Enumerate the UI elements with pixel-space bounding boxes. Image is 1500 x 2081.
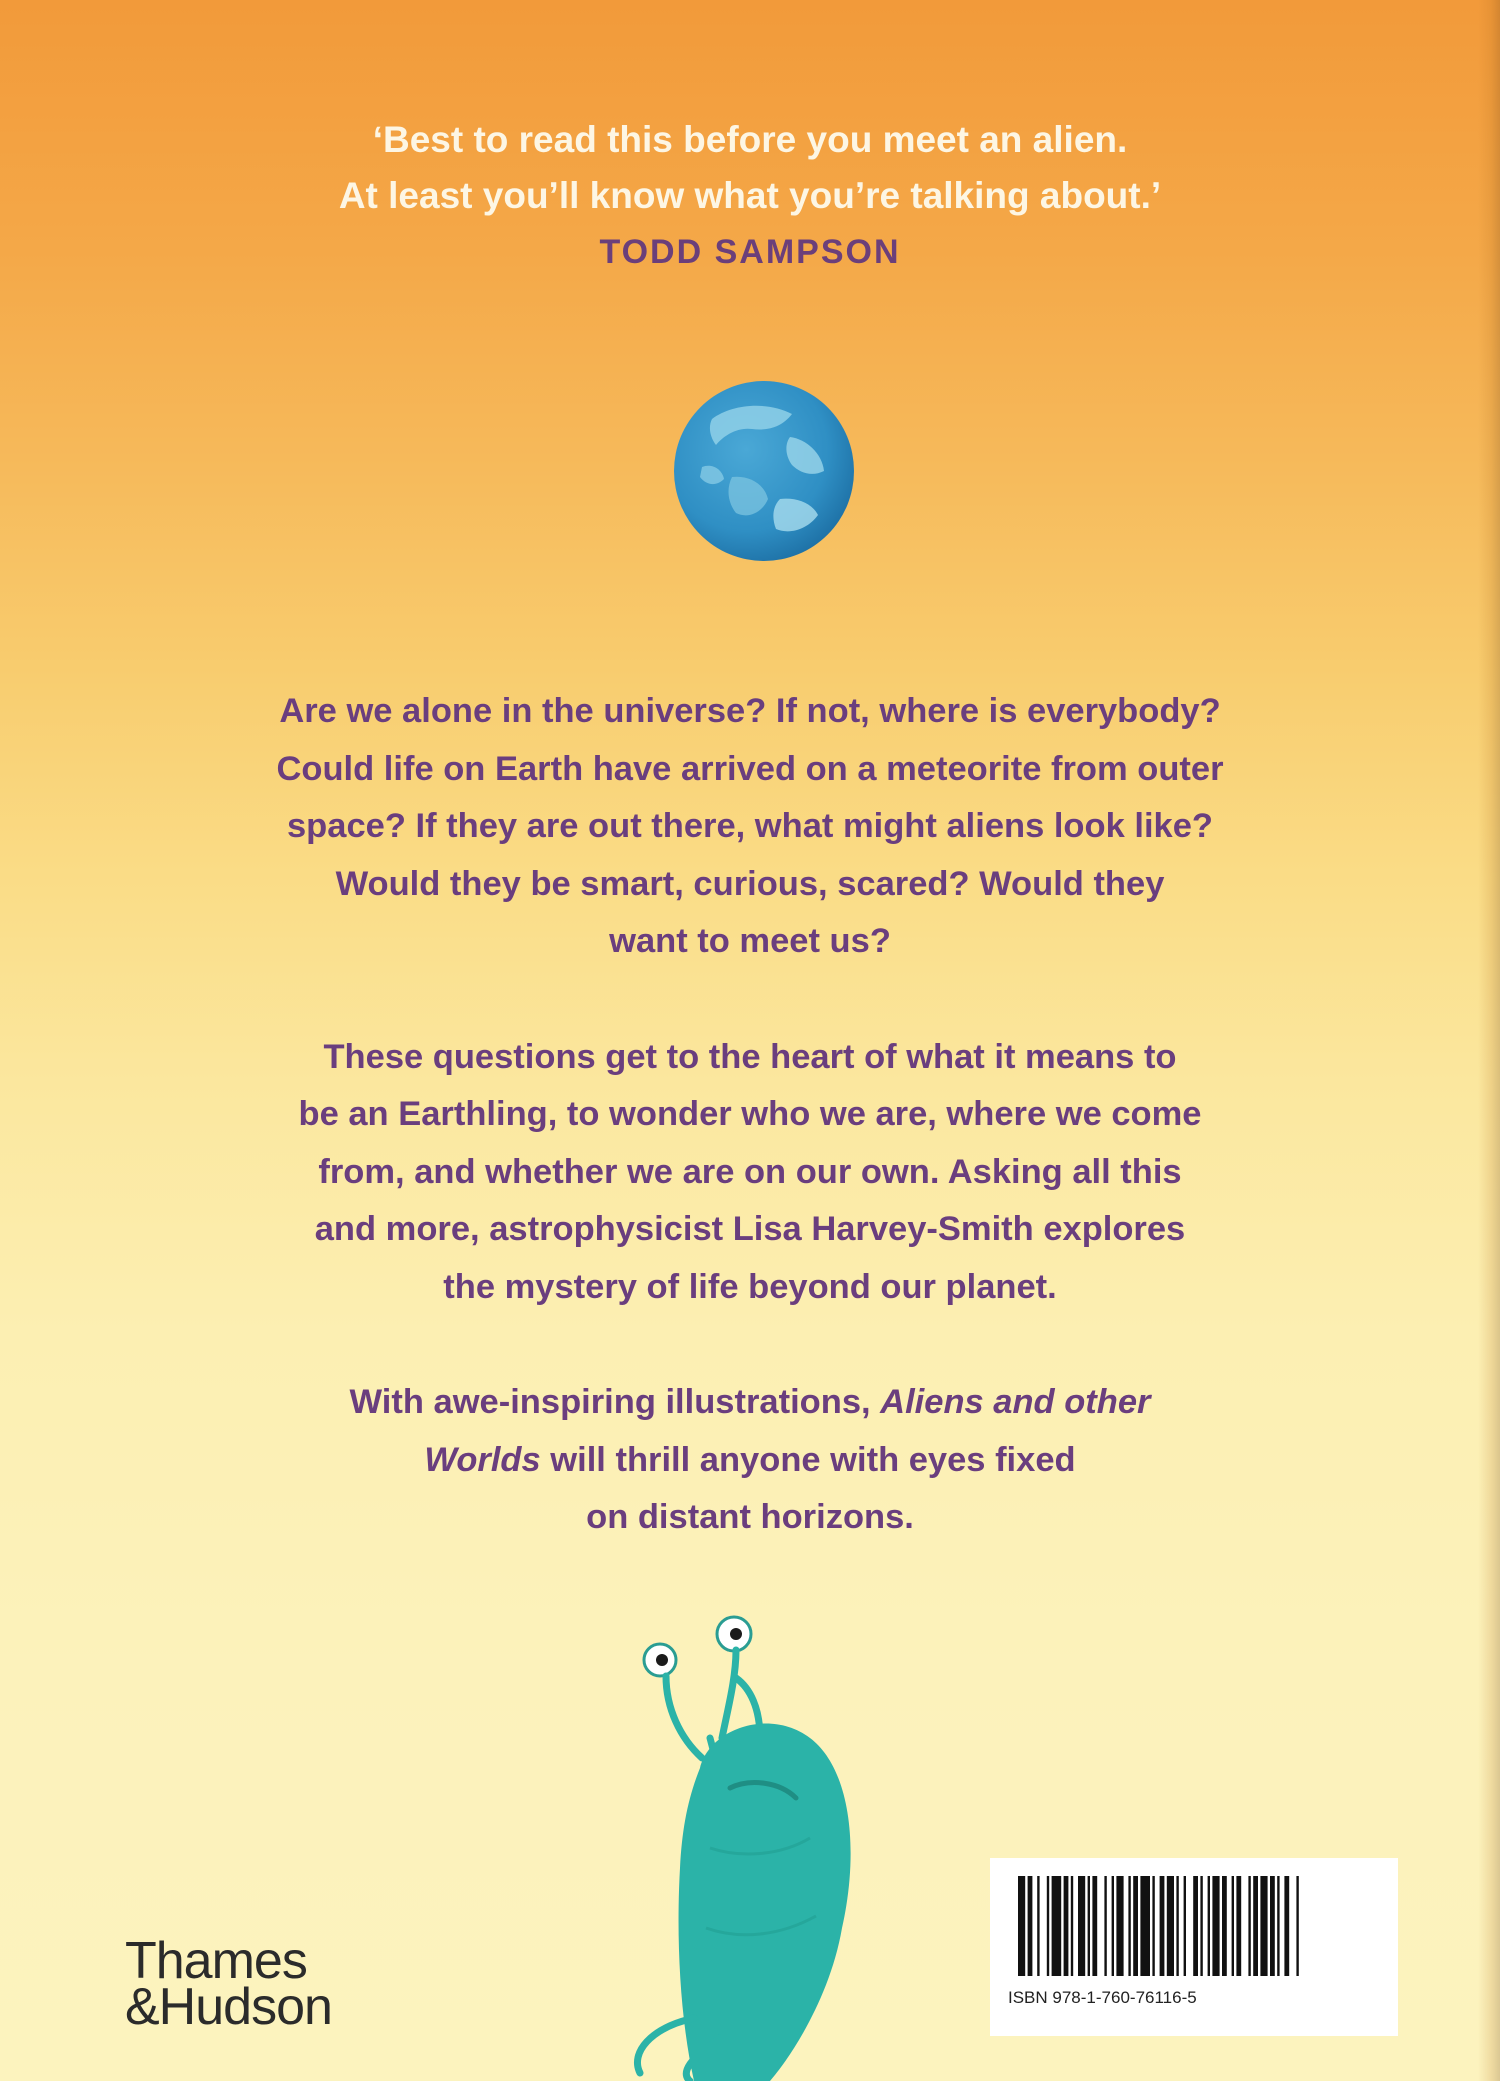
text-line: from, and whether we are on our own. Asking all this [318,1152,1182,1191]
barcode-bar [1193,1876,1198,1976]
barcode-bar [1037,1876,1039,1976]
barcode [1018,1876,1368,1976]
publisher-line-1: Thames [125,1932,307,1990]
barcode-bar [1184,1876,1186,1976]
text-line: be an Earthling, to wonder who we are, where we come [298,1095,1202,1133]
quote-line-2: At least you’ll know what you’re talking about.’ [338,175,1162,216]
barcode-bar [1222,1876,1227,1976]
barcode-bar [1116,1876,1123,1976]
description-paragraph-1 [200,683,1300,971]
barcode-bar [1028,1876,1033,1976]
barcode-bar [1104,1876,1106,1976]
endorsement-quote [0,112,1500,280]
text-line: and more, astrophysicist Lisa Harvey-Smith explores [314,1210,1186,1248]
description-paragraph-2 [200,1029,1300,1317]
text-line [200,1432,1300,1490]
barcode-bar [1088,1876,1090,1976]
barcode-bar [1128,1876,1130,1976]
barcode-bar [1248,1876,1250,1976]
alien-icon [610,1598,880,2081]
isbn-text: ISBN 978-1-760-76116-5 [1008,1988,1197,2007]
barcode-bar [1064,1876,1069,1976]
text-run: will thrill anyone with eyes fixed [540,1440,1076,1479]
barcode-bar [1092,1876,1097,1976]
publisher-logo [125,1932,332,2036]
barcode-bar [1052,1876,1062,1976]
book-title-italic: Worlds [424,1440,541,1479]
book-title-italic: Aliens and other [880,1383,1151,1421]
text-line: the mystery of life beyond our planet. [443,1267,1057,1306]
barcode-bar [1071,1876,1073,1976]
barcode-bar [1140,1876,1150,1976]
text-line: These questions get to the heart of what it means to [323,1037,1177,1076]
barcode-bar [1236,1876,1241,1976]
barcode-bar [1232,1876,1234,1976]
barcode-bar [1296,1876,1298,1976]
book-description [200,683,1300,1605]
barcode-bar [1212,1876,1219,1976]
barcode-bar [1253,1876,1258,1976]
barcode-bar [1112,1876,1114,1976]
barcode-bar [1167,1876,1174,1976]
quote-attribution: TODD SAMPSON [599,233,901,271]
text-run: With awe-inspiring illustrations, [349,1383,881,1421]
barcode-bar [1047,1876,1049,1976]
text-line: on distant horizons. [586,1498,914,1536]
barcode-bar [1284,1876,1289,1976]
earth-icon [672,379,856,563]
text-line [200,1374,1300,1432]
quote-line-1: ‘Best to read this before you meet an alien. [372,119,1128,160]
barcode-bar [1133,1876,1138,1976]
publisher-line-2: &Hudson [125,1978,332,2036]
text-line: Would they be smart, curious, scared? Would they [335,864,1165,903]
description-paragraph-3 [200,1374,1300,1547]
barcode-bar [1200,1876,1202,1976]
barcode-bar [1160,1876,1165,1976]
barcode-label [990,1858,1398,2036]
text-line: Are we alone in the universe? If not, where is everybody? [279,692,1221,730]
cover-edge [1478,0,1500,2081]
barcode-bar [1078,1876,1085,1976]
text-line: want to meet us? [609,922,891,960]
barcode-bar [1270,1876,1275,1976]
barcode-bar [1018,1876,1025,1976]
text-line: Could life on Earth have arrived on a meteorite from outer [276,749,1224,788]
barcode-bar [1277,1876,1279,1976]
barcode-bar [1260,1876,1267,1976]
barcode-bar [1176,1876,1178,1976]
barcode-bar [1152,1876,1154,1976]
barcode-bar [1208,1876,1210,1976]
text-line: space? If they are out there, what might aliens look like? [287,807,1213,845]
